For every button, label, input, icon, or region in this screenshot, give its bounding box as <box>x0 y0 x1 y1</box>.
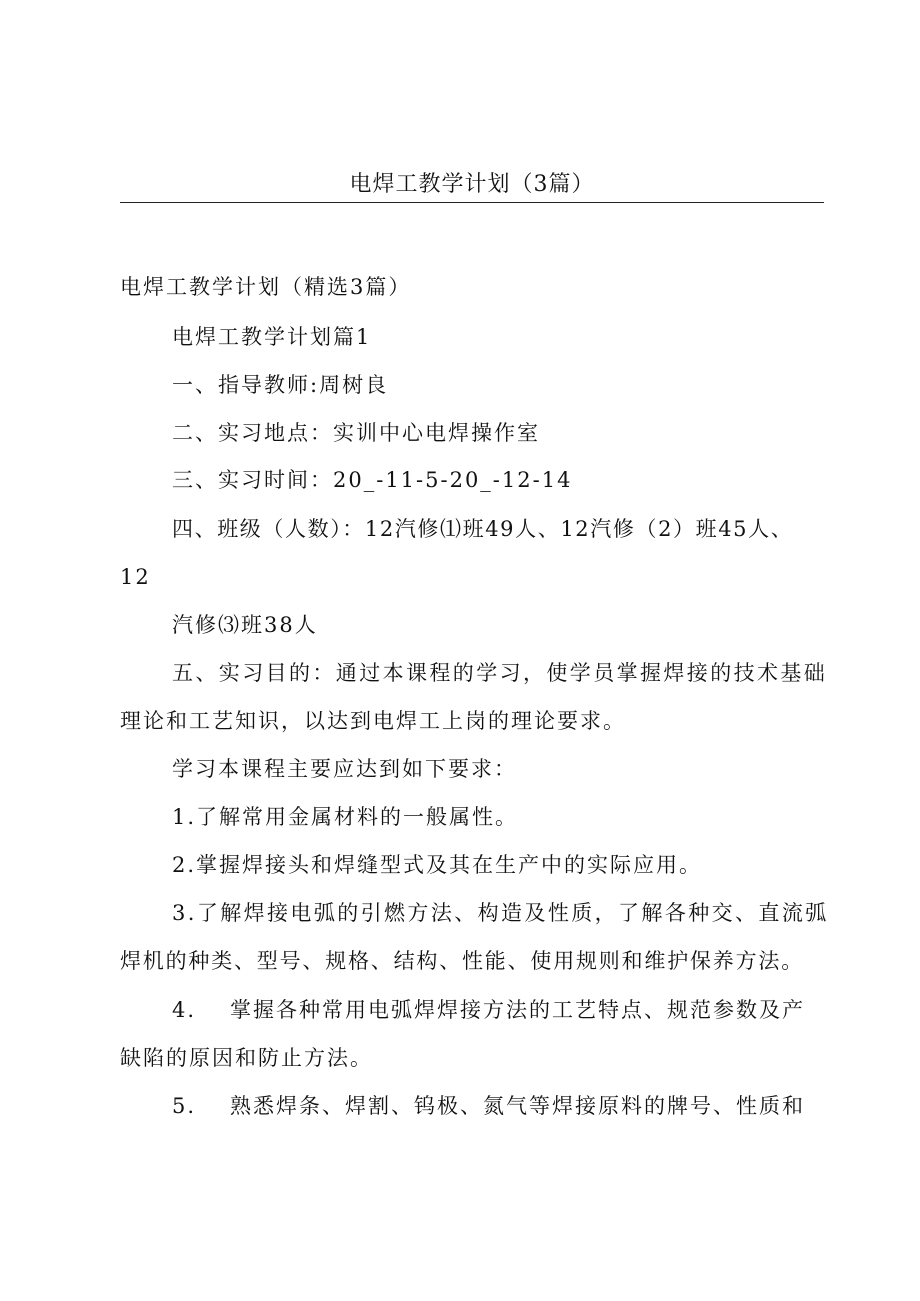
item-purpose-line1: 五、实习目的：通过本课程的学习，使学员掌握焊接的技术基础 <box>172 661 828 685</box>
requirement-3-line1: 3.了解焊接电弧的引燃方法、构造及性质，了解各种交、直流弧 <box>172 901 829 925</box>
requirement-4-line2: 缺陷的原因和防止方法。 <box>120 1046 373 1070</box>
item-location: 二、实习地点：实训中心电焊操作室 <box>172 421 540 445</box>
item-teacher: 一、指导教师:周树良 <box>172 373 389 397</box>
document-subtitle: 电焊工教学计划（精选3篇） <box>120 275 412 299</box>
requirement-5-number: 5. <box>172 1094 197 1118</box>
title-underline <box>120 202 824 203</box>
requirement-4-text: 掌握各种常用电弧焊焊接方法的工艺特点、规范参数及产 <box>230 998 806 1022</box>
requirement-5-text: 熟悉焊条、焊割、钨极、氮气等焊接原料的牌号、性质和 <box>230 1094 806 1118</box>
requirement-3-line2: 焊机的种类、型号、规格、结构、性能、使用规则和维护保养方法。 <box>120 949 804 973</box>
document-title: 电焊工教学计划（3篇） <box>349 172 595 197</box>
item-class-line2: 12 <box>120 565 151 589</box>
requirements-intro: 学习本课程主要应达到如下要求： <box>172 757 517 781</box>
item-class-line1: 四、班级（人数）：12汽修⑴班49人、12汽修（2）班45人、 <box>172 517 794 541</box>
requirement-4-number: 4. <box>172 998 197 1022</box>
item-purpose-line2: 理论和工艺知识，以达到电焊工上岗的理论要求。 <box>120 709 626 733</box>
requirement-5-line1 <box>172 1091 805 1121</box>
item-time: 三、实习时间：20_-11-5-20_-12-14 <box>172 468 573 492</box>
requirement-2: 2.掌握焊接头和焊缝型式及其在生产中的实际应用。 <box>172 853 703 877</box>
requirement-1: 1.了解常用金属材料的一般属性。 <box>172 805 519 829</box>
section-heading: 电焊工教学计划篇1 <box>172 325 372 349</box>
requirement-4-line1 <box>172 995 805 1025</box>
item-class-line3: 汽修⑶班38人 <box>172 613 318 637</box>
